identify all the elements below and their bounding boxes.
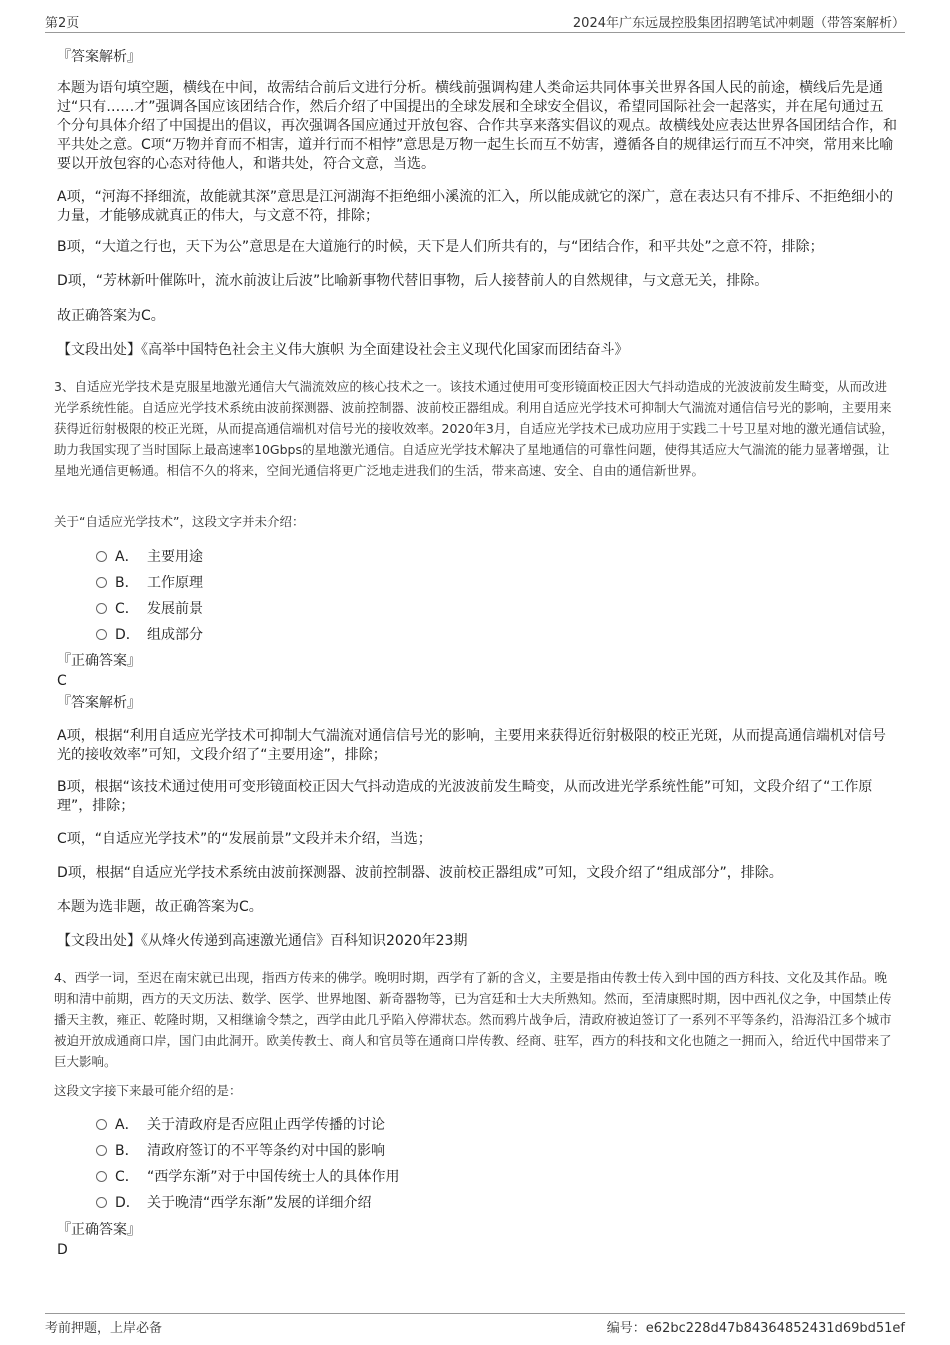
q4-answer-heading: 『正确答案』 [57,1222,141,1238]
q3-option-b[interactable]: B． 工作原理 [96,573,203,593]
q2-analysis-a: A项，“河海不择细流，故能就其深”意思是江河湖海不拒绝细小溪流的汇入，所以能成就它的深广，意在表达只有不排斥、不拒绝细小的力量，才能够成就真正的伟大，与文意不符，排除； [57,189,894,224]
radio-button[interactable] [96,1197,107,1208]
q4-option-d[interactable]: D． 关于晚清“西学东渐”发展的详细介绍 [96,1193,372,1213]
q2-conclusion: 故正确答案为C。 [57,308,165,324]
q3-option-a[interactable]: A． 主要用途 [96,547,203,567]
radio-button[interactable] [96,1171,107,1182]
q3-analysis-a: A项，根据“利用自适应光学技术可抑制大气湍流对通信信号光的影响，主要用来获得近衍射极限的校正光斑，从而提高通信端机对信号光的接收效率”可知，文段介绍了“主要用途”，排除； [57,728,886,763]
radio-button[interactable] [96,629,107,640]
q4-answer: D [57,1242,68,1258]
document-code-value: e62bc228d47b84364852431d69bd51ef [645,1321,905,1336]
page-header [45,12,905,33]
radio-button[interactable] [96,551,107,562]
q3-answer-heading: 『正确答案』 [57,653,141,669]
q3-answer: C [57,673,67,689]
document-code-label: 编号： [606,1321,646,1336]
q4-option-c[interactable]: C． “西学东渐”对于中国传统士人的具体作用 [96,1167,400,1187]
radio-button[interactable] [96,603,107,614]
q2-source: 【文段出处】《高举中国特色社会主义伟大旗帜 为全面建设社会主义现代化国家而团结奋斗》 [57,342,629,358]
q3-source: 【文段出处】《从烽火传递到高速激光通信》百科知识2020年23期 [57,933,468,949]
q2-analysis-b: B项，“大道之行也，天下为公”意思是在大道施行的时候，天下是人们所共有的，与“团结合作，和平共处”之意不符，排除； [57,239,824,255]
radio-button[interactable] [96,577,107,588]
q2-analysis-d: D项，“芳林新叶催陈叶，流水前波让后波”比喻新事物代替旧事物，后人接替前人的自然规律，与文意无关，排除。 [57,273,769,289]
q4-question: 这段文字接下来最可能介绍的是： [54,1083,242,1098]
radio-button[interactable] [96,1119,107,1130]
q3-option-d[interactable]: D． 组成部分 [96,625,203,645]
q2-analysis-heading: 『答案解析』 [57,49,141,65]
page-footer [45,1313,905,1336]
q4-stem: 4、西学一词，至迟在南宋就已出现，指西方传来的佛学。晚明时期，西学有了新的含义，主要是指由传教士传入到中国的西方科技、文化及其作品。晚明和清中前期，西方的天文历法、数学、医学、世界地图、新奇器物等，已为宫廷和士大夫所熟知。然而，至清康熙时期，因中西礼仪之争，中国禁止传播天主教，雍正、乾隆时期，又相继谕令禁之，西学由此几乎陷入停滞状态。然而鸦片战争后，清政府被迫签订了一系列不平等条约，沿海沿江多个城市被迫开放成通商口岸，国门由此洞开。欧美传教士、商人和官员等在通商口岸传教、经商、驻军，西方的科技和文化也随之一拥而入，给近代中国带来了巨大影响。 [54,970,892,1069]
q3-question: 关于“自适应光学技术”，这段文字并未介绍： [54,514,305,529]
footer-note: 考前押题，上岸必备 [45,1321,163,1336]
q3-analysis-heading: 『答案解析』 [57,695,141,711]
radio-button[interactable] [96,1145,107,1156]
q3-stem: 3、自适应光学技术是克服星地激光通信大气湍流效应的核心技术之一。该技术通过使用可变形镜面校正因大气抖动造成的光波波前发生畸变，从而改进光学系统性能。自适应光学技术系统由波前探测器、波前控制器、波前校正器组成。利用自适应光学技术可抑制大气湍流对通信信号光的影响，主要用来获得近衍射极限的校正光斑，从而提高通信端机对信号光的接收效率。2020年3月，自适应光学技术已成功应用于实践二十号卫星对地的激光通信试验，助力我国实现了当时国际上最高速率10Gbps的星地激光通信。自适应光学技术解决了星地通信的可靠性问题，使得其适应大气湍流的能力显著增强，让星地光通信更畅通。相信不久的将来，空间光通信将更广泛地走进我们的生活，带来高速、安全、自由的通信新世界。 [54,379,894,478]
q3-analysis-c: C项，“自适应光学技术”的“发展前景”文段并未介绍，当选； [57,831,432,847]
q3-conclusion: 本题为选非题，故正确答案为C。 [57,899,263,915]
q3-analysis-b: B项，根据“该技术通过使用可变形镜面校正因大气抖动造成的光波波前发生畸变，从而改进光学系统性能”可知，文段介绍了“工作原理”，排除； [57,779,873,814]
page-number: 第2页 [45,16,80,31]
document-code [607,1317,905,1336]
q2-analysis-main: 本题为语句填空题，横线在中间，故需结合前后文进行分析。横线前强调构建人类命运共同体事关世界各国人民的前途，横线后先是通过“只有……才”强调各国应该团结合作，然后介绍了中国提出的全球发展和全球安全倡议，希望同国际社会一起落实，并在尾句通过五个分句具体介绍了中国提出的倡议，再次强调各国应通过开放包容、合作共享来落实倡议的观点。故横线处应表达世界各国团结合作，和平共处之意。C项“万物并育而不相害，道并行而不相悖”意思是万物一起生长而互不妨害，遵循各自的规律运行而互不冲突，常用来比喻要以开放包容的心态对待他人，和谐共处，符合文意，当选。 [57,80,897,172]
document-title: 2024年广东远晟控股集团招聘笔试冲刺题（带答案解析） [572,16,905,31]
q3-option-c[interactable]: C． 发展前景 [96,599,203,619]
q4-option-a[interactable]: A． 关于清政府是否应阻止西学传播的讨论 [96,1115,385,1135]
q4-option-b[interactable]: B． 清政府签订的不平等条约对中国的影响 [96,1141,385,1161]
q3-analysis-d: D项，根据“自适应光学技术系统由波前探测器、波前控制器、波前校正器组成”可知，文段介绍了“组成部分”，排除。 [57,865,783,881]
